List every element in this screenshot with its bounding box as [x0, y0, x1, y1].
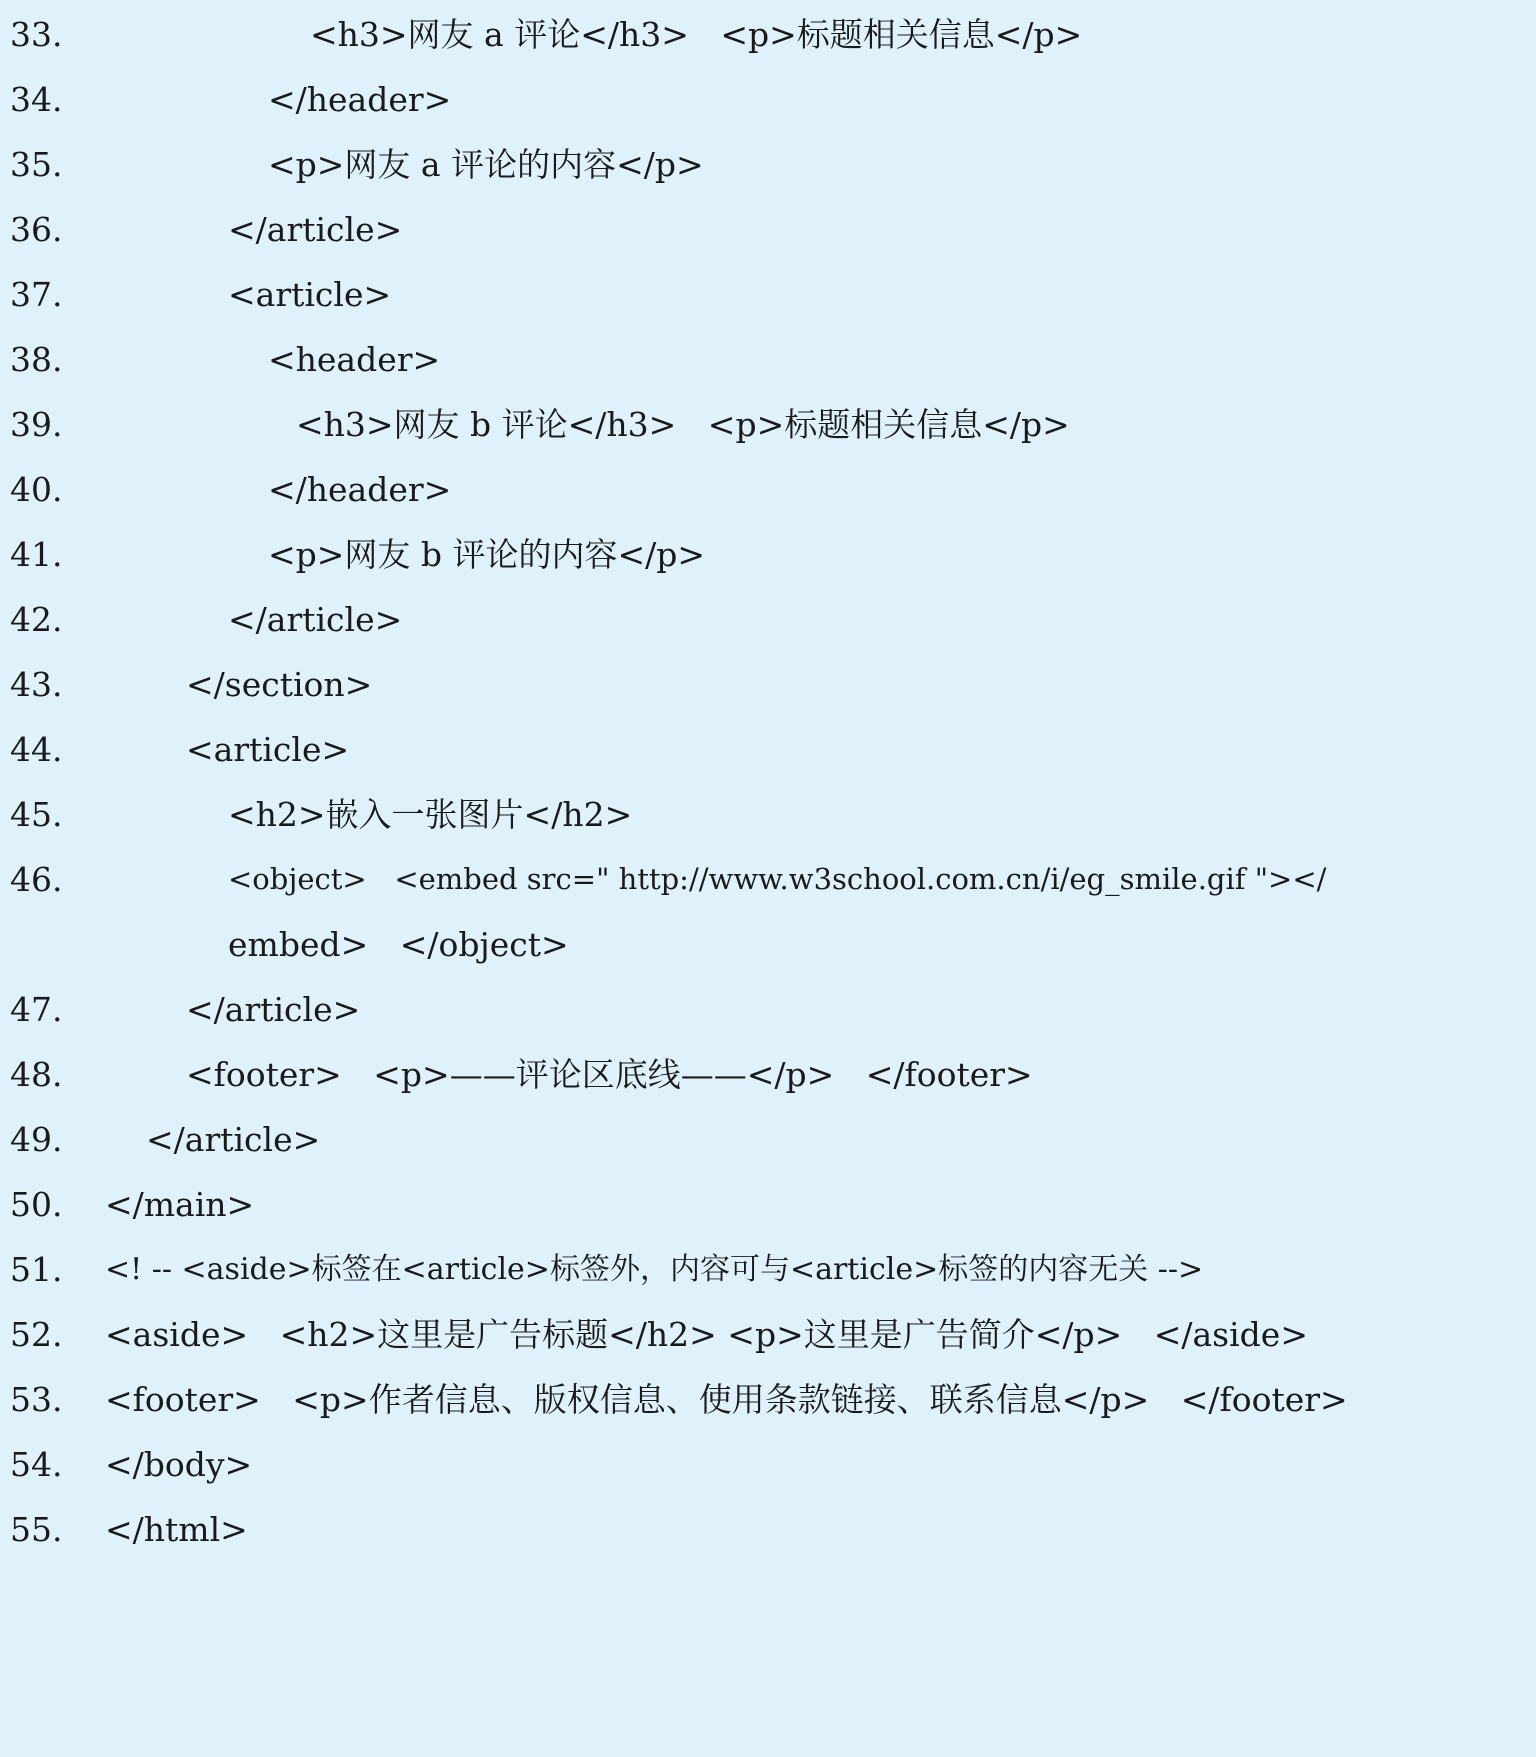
code-line-53	[0, 1367, 1536, 1432]
code-line-46	[0, 847, 1536, 912]
line-code: </body>	[105, 1445, 253, 1484]
line-number: 52.	[10, 1315, 63, 1354]
line-number: 42.	[10, 600, 63, 639]
line-number: 34.	[10, 80, 63, 119]
line-number: 37.	[10, 275, 63, 314]
line-code: </article>	[146, 1120, 321, 1159]
line-number: 38.	[10, 340, 63, 379]
line-number: 43.	[10, 665, 63, 704]
line-code: <p>网友 b 评论的内容</p>	[268, 535, 706, 574]
code-line-55	[0, 1497, 1536, 1562]
line-code: </article>	[228, 210, 403, 249]
line-number: 36.	[10, 210, 63, 249]
code-line-48	[0, 1042, 1536, 1107]
line-number: 53.	[10, 1380, 63, 1419]
line-number: 50.	[10, 1185, 63, 1224]
line-code: </html>	[105, 1510, 248, 1549]
line-number: 51.	[10, 1250, 63, 1289]
code-line-37	[0, 262, 1536, 327]
code-line-52	[0, 1302, 1536, 1367]
code-line-39	[0, 392, 1536, 457]
line-number: 48.	[10, 1055, 63, 1094]
code-line-49	[0, 1107, 1536, 1172]
line-code: <article>	[228, 275, 392, 314]
code-line-47	[0, 977, 1536, 1042]
line-number: 54.	[10, 1445, 63, 1484]
code-line-54	[0, 1432, 1536, 1497]
line-code: <h3>网友 b 评论</h3> <p>标题相关信息</p>	[296, 405, 1070, 444]
code-line-36	[0, 197, 1536, 262]
line-code: <footer> <p>——评论区底线——</p> </footer>	[186, 1055, 1033, 1094]
line-code: <h3>网友 a 评论</h3> <p>标题相关信息</p>	[310, 15, 1083, 54]
line-code: </header>	[268, 470, 452, 509]
line-number: 41.	[10, 535, 63, 574]
line-number: 49.	[10, 1120, 63, 1159]
line-number: 33.	[10, 15, 63, 54]
line-code: <aside> <h2>这里是广告标题</h2> <p>这里是广告简介</p> </aside>	[105, 1315, 1308, 1354]
line-code: embed> </object>	[228, 925, 569, 964]
line-code: <article>	[186, 730, 350, 769]
line-code: </header>	[268, 80, 452, 119]
line-code: <! -- <aside>标签在<article>标签外，内容可与<article>标签的内容无关 -->	[105, 1252, 1204, 1287]
line-code: <footer> <p>作者信息、版权信息、使用条款链接、联系信息</p> </footer>	[105, 1380, 1348, 1419]
code-line-43	[0, 652, 1536, 717]
line-number: 39.	[10, 405, 63, 444]
line-code: </article>	[186, 990, 361, 1029]
line-number: 35.	[10, 145, 63, 184]
line-code: <p>网友 a 评论的内容</p>	[268, 145, 704, 184]
code-line-38	[0, 327, 1536, 392]
line-number: 46.	[10, 860, 63, 899]
line-number: 45.	[10, 795, 63, 834]
line-number: 55.	[10, 1510, 63, 1549]
line-code: <header>	[268, 340, 441, 379]
code-line-46-continued	[0, 912, 1536, 977]
code-line-33	[0, 2, 1536, 67]
line-code: </section>	[186, 665, 373, 704]
line-code: </main>	[105, 1185, 255, 1224]
line-code: <h2>嵌入一张图片</h2>	[228, 795, 633, 834]
code-line-41	[0, 522, 1536, 587]
line-number: 47.	[10, 990, 63, 1029]
code-line-34	[0, 67, 1536, 132]
code-line-50	[0, 1172, 1536, 1237]
code-line-35	[0, 132, 1536, 197]
line-number: 44.	[10, 730, 63, 769]
line-number: 40.	[10, 470, 63, 509]
code-line-42	[0, 587, 1536, 652]
code-line-44	[0, 717, 1536, 782]
line-code: </article>	[228, 600, 403, 639]
code-line-45	[0, 782, 1536, 847]
code-line-40	[0, 457, 1536, 522]
line-code: <object> <embed src=" http://www.w3school.com.cn/i/eg_smile.gif "></	[228, 862, 1327, 896]
code-line-51	[0, 1237, 1536, 1302]
